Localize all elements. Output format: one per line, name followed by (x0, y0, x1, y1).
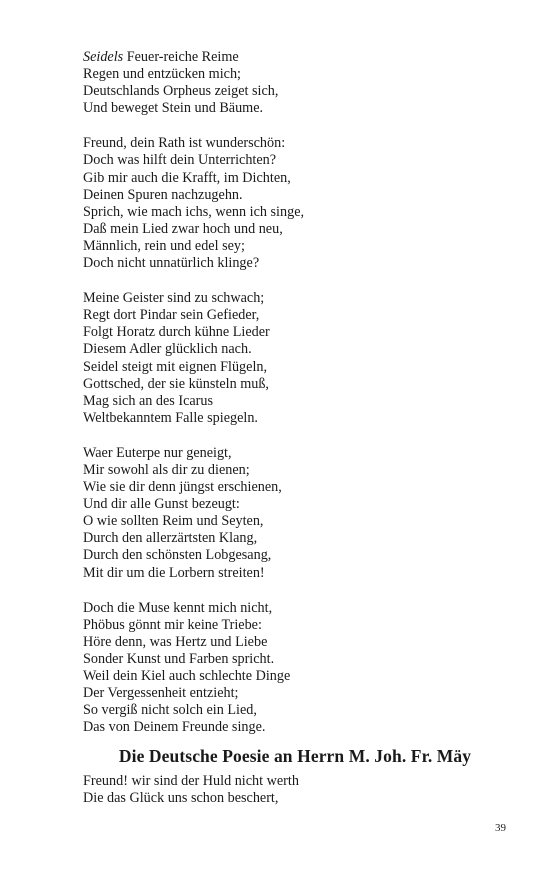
verse-line: Sonder Kunst und Farben spricht. (83, 650, 275, 667)
verse-line: Freund, dein Rath ist wunderschön: (83, 135, 286, 152)
verse-line (83, 49, 503, 66)
verse-line: Das von Deinem Freunde singe. (83, 719, 266, 736)
verse-line: Sprich, wie mach ichs, wenn ich singe, (83, 203, 305, 220)
verse-line: Gottsched, der sie künsteln muß, (83, 375, 269, 392)
verse-line: Durch den schönsten Lobgesang, (83, 547, 272, 564)
next-poem-opening (83, 773, 503, 807)
verse-line: Durch den allerzärtsten Klang, (83, 530, 258, 547)
verse-line: Wie sie dir denn jüngst erschienen, (83, 479, 282, 496)
stanza-2 (83, 135, 503, 272)
verse-line: Und dir alle Gunst bezeugt: (83, 496, 240, 513)
verse-line: Gib mir auch die Krafft, im Dichten, (83, 169, 291, 186)
poem-stanzas (83, 49, 503, 754)
poem-title: Die Deutsche Poesie an Herrn M. Joh. Fr. Mäy (118, 746, 472, 766)
verse-line: Männlich, rein und edel sey; (83, 237, 245, 254)
verse-line: Regt dort Pindar sein Gefieder, (83, 307, 260, 324)
verse-line: Der Vergessenheit entzieht; (83, 685, 239, 702)
verse-line: So vergiß nicht solch ein Lied, (83, 702, 257, 719)
verse-line: Seidel steigt mit eignen Flügeln, (83, 358, 268, 375)
verse-line: Weil dein Kiel auch schlechte Dinge (83, 668, 291, 684)
verse-line: O wie sollten Reim und Seyten, (83, 513, 264, 530)
verse-line: Phöbus gönnt mir keine Triebe: (83, 616, 262, 633)
verse-line: Mit dir um die Lorbern streiten! (83, 564, 265, 581)
verse-line: Regen und entzücken mich; (83, 66, 241, 83)
verse-line: Deutschlands Orpheus zeiget sich, (83, 83, 279, 100)
verse-text: Feuer-reiche Reime (123, 49, 239, 65)
verse-line: Und beweget Stein und Bäume. (83, 100, 264, 117)
stanza-1 (83, 49, 503, 117)
stanza-5 (83, 600, 503, 737)
verse-line: Mir sowohl als dir zu dienen; (83, 461, 250, 478)
verse-line: Höre denn, was Hertz und Liebe (83, 633, 268, 650)
verse-line: Waer Euterpe nur geneigt, (83, 444, 232, 461)
page-number: 39 (495, 822, 506, 834)
verse-line: Mag sich an des Icarus (83, 392, 214, 409)
stanza-3 (83, 290, 503, 427)
verse-line: Doch was hilft dein Unterrichten? (83, 152, 277, 169)
stanza-4 (83, 445, 503, 582)
verse-line: Folgt Horatz durch kühne Lieder (83, 324, 270, 341)
verse-line: Deinen Spuren nachzugehn. (83, 186, 243, 203)
verse-line: Meine Geister sind zu schwach; (83, 290, 265, 307)
verse-line: Doch die Muse kennt mich nicht, (83, 599, 273, 616)
verse-line: Doch nicht unnatürlich klinge? (83, 255, 260, 272)
verse-line: Daß mein Lied zwar hoch und neu, (83, 220, 283, 237)
verse-line: Freund! wir sind der Huld nicht werth (83, 773, 299, 789)
verse-line: Diesem Adler glücklich nach. (83, 341, 252, 358)
verse-line: Weltbekanntem Falle spiegeln. (83, 409, 258, 426)
verse-italic-word: Seidels (83, 49, 124, 65)
verse-line: Die das Glück uns schon beschert, (83, 790, 279, 807)
